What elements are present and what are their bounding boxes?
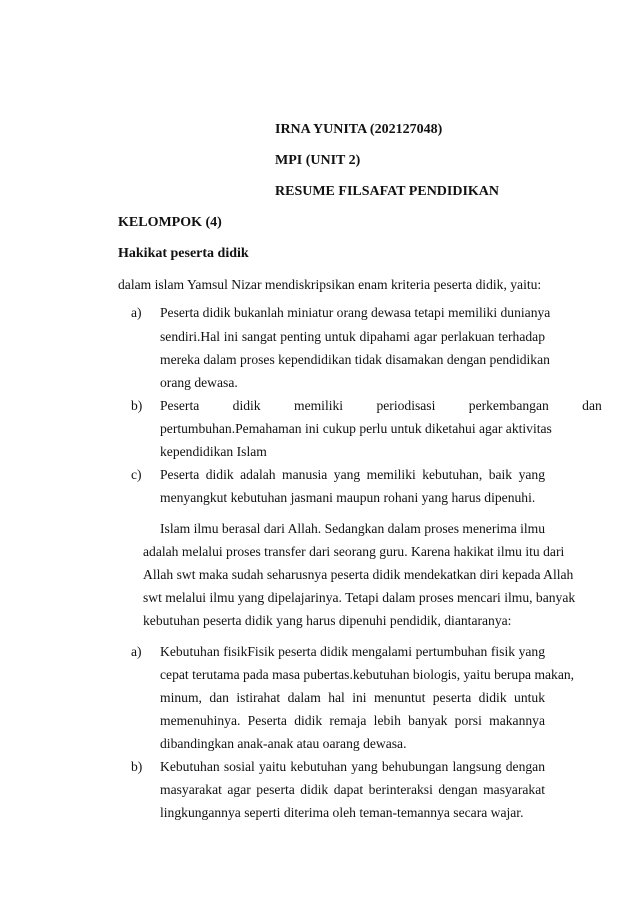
group-heading: KELOMPOK (4) [118, 215, 222, 230]
list-item-label: b) [131, 759, 143, 774]
list-item-line: Peserta didik bukanlah miniatur orang dewasa tetapi memiliki dunianya [160, 305, 551, 320]
section-heading: Hakikat peserta didik [118, 246, 249, 261]
list-item-label: a) [131, 305, 142, 320]
list-item-line: cepat terutama pada masa pubertas.kebutuhan biologis, yaitu berupa makan, [160, 667, 575, 682]
list-item-label: a) [131, 644, 142, 659]
list-item-line: pertumbuhan.Pemahaman ini cukup perlu untuk diketahui agar aktivitas [160, 421, 552, 436]
paragraph-line: swt melalui ilmu yang dipelajarinya. Tetapi dalam proses mencari ilmu, banyak [143, 590, 576, 605]
author-name-line: IRNA YUNITA (202127048) [275, 122, 443, 137]
list-item-line: Peserta didik adalah manusia yang memiliki kebutuhan, baik yang [160, 467, 545, 482]
list-item-label: b) [131, 398, 143, 413]
paragraph-line: Islam ilmu berasal dari Allah. Sedangkan dalam proses menerima ilmu [160, 521, 546, 536]
list-item-line: menyangkut kebutuhan jasmani maupun rohani yang harus dipenuhi. [160, 490, 536, 505]
paragraph-line: adalah melalui proses transfer dari seorang guru. Karena hakikat ilmu itu dari [143, 544, 565, 559]
list-item-line: lingkungannya seperti diterima oleh teman-temannya secara wajar. [160, 805, 524, 820]
list-item-line: orang dewasa. [160, 375, 238, 390]
list-item-line: sendiri.Hal ini sangat penting untuk dipahami agar perlakuan terhadap [160, 329, 545, 344]
list-item-line: dibandingkan anak-anak atau oarang dewasa. [160, 736, 407, 751]
document-title: RESUME FILSAFAT PENDIDIKAN [275, 184, 500, 199]
list-item-line: Kebutuhan fisikFisik peserta didik mengalami pertumbuhan fisik yang [160, 644, 545, 659]
list-item-label: c) [131, 467, 142, 482]
list-item-line: mereka dalam proses kependidikan tidak disamakan dengan pendidikan [160, 352, 550, 367]
list-item-line: Peserta didik memiliki periodisasi perkembangan dan [160, 398, 602, 413]
paragraph-line: kebutuhan peserta didik yang harus dipenuhi pendidik, diantaranya: [143, 613, 512, 628]
class-line: MPI (UNIT 2) [275, 153, 361, 168]
list-item-line: masyarakat agar peserta didik dapat berinteraksi dengan masyarakat [160, 782, 545, 797]
list-item-line: Kebutuhan sosial yaitu kebutuhan yang behubungan langsung dengan [160, 759, 545, 774]
list-item-line: minum, dan istirahat dalam hal ini menuntut peserta didik untuk [160, 690, 545, 705]
paragraph-line: Allah swt maka sudah seharusnya peserta didik mendekatkan diri kepada Allah [143, 567, 574, 582]
list-item-line: memenuhinya. Peserta didik remaja lebih banyak porsi makannya [160, 713, 545, 728]
list-item-line: kependidikan Islam [160, 444, 267, 459]
intro-paragraph: dalam islam Yamsul Nizar mendiskripsikan enam kriteria peserta didik, yaitu: [118, 277, 542, 292]
